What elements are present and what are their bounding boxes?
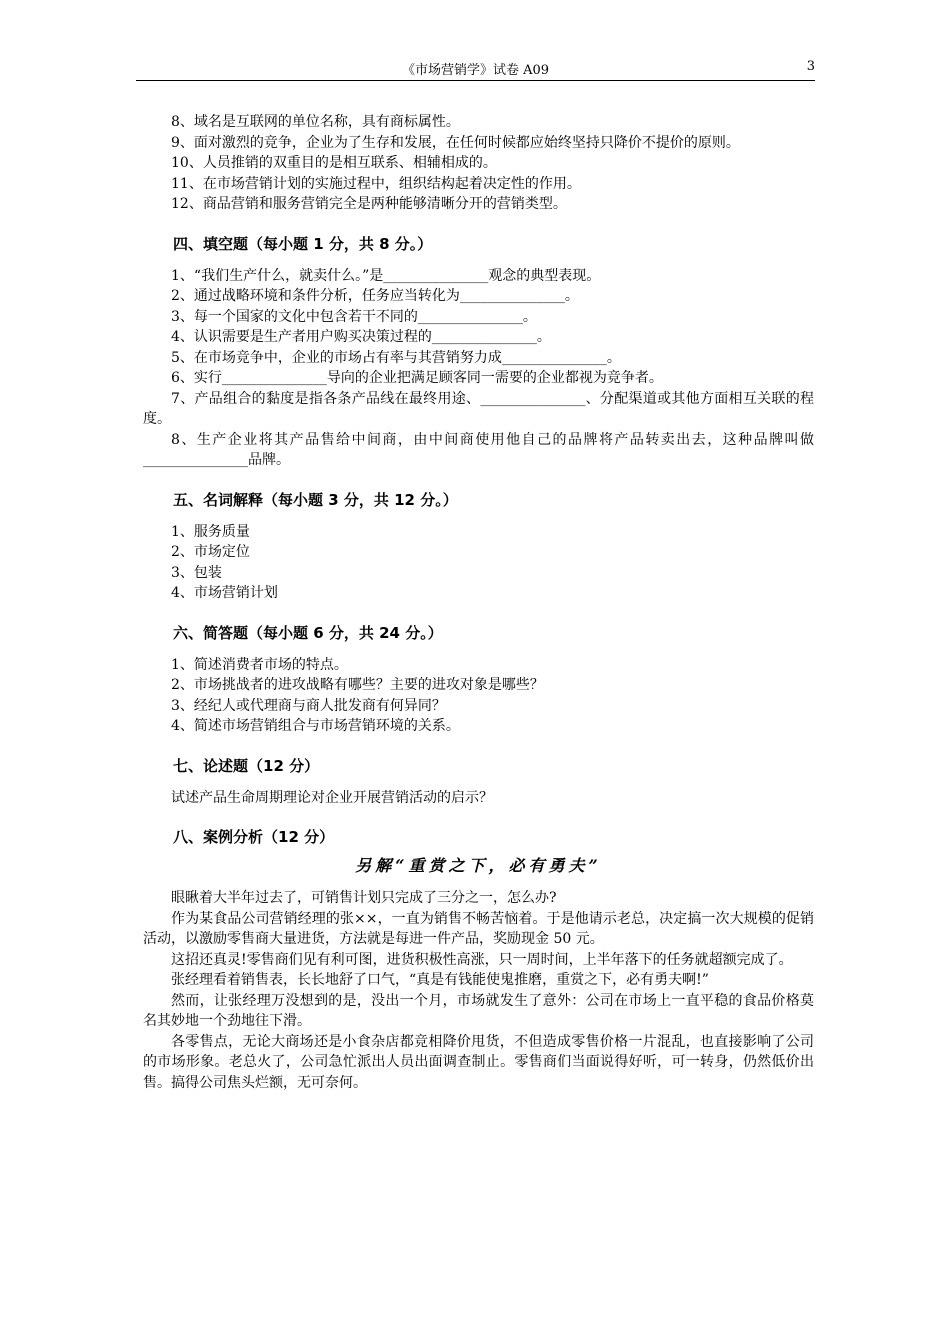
- fill-blank-item: 5、在市场竞争中，企业的市场占有率与其营销努力成_______________。: [171, 349, 621, 366]
- essay-question: 试述产品生命周期理论对企业开展营销活动的启示？: [171, 789, 493, 806]
- case-paragraph: 然而，让张经理万没想到的是，没出一个月，市场就发生了意外：公司在市场上一直平稳的食品价格莫名其妙地一个劲地往下滑。: [143, 992, 814, 1029]
- case-paragraph: 眼瞅着大半年过去了，可销售计划只完成了三分之一，怎么办?: [171, 890, 557, 906]
- case-paragraph: 作为某食品公司营销经理的张××，一直为销售不畅苦恼着。于是他请示老总，决定搞一次大规模的促销活动，以激励零售商大量进货，方法就是每进一件产品，奖励现金 50 元。: [143, 910, 814, 947]
- case-paragraph: 这招还真灵!零售商们见有利可图，进货积极性高涨，只一周时间，上半年落下的任务就超额完成了。: [171, 951, 793, 968]
- fill-blank-item: 1、“我们生产什么，就卖什么。”是_______________观念的典型表现。: [171, 267, 601, 284]
- header-title: 《市场营销学》试卷 A09: [401, 63, 550, 78]
- judgement-section: [143, 112, 814, 215]
- section-title-terms: 五、名词解释（每小题 3 分，共 12 分。）: [173, 490, 458, 509]
- section-title-case: 八、案例分析（12 分）: [173, 828, 335, 846]
- judgement-item: 10、人员推销的双重目的是相互联系、相辅相成的。: [171, 155, 497, 171]
- section-title-essay: 七、论述题（12 分）: [173, 756, 320, 775]
- fill-blank-item: 7、产品组合的黏度是指各条产品线在最终用途、_______________、分配渠道或其他方面相互关联的程度。: [143, 390, 814, 427]
- case-title: 另解“重赏之下，必有勇夫”: [355, 856, 602, 875]
- judgement-item: 12、商品营销和服务营销完全是两种能够清晰分开的营销类型。: [171, 196, 567, 212]
- page-number: 3: [806, 59, 815, 74]
- page-content: [143, 112, 814, 1093]
- term-item: 2、市场定位: [171, 544, 250, 560]
- case-paragraph: 张经理看着销售表，长长地舒了口气，“真是有钱能使鬼推磨，重赏之下，必有勇夫啊!”: [171, 972, 709, 988]
- section-title-short-answer: 六、简答题（每小题 6 分，共 24 分。）: [173, 623, 443, 642]
- short-answer-item: 4、简述市场营销组合与市场营销环境的关系。: [171, 718, 460, 734]
- fill-blank-item: 4、认识需要是生产者用户购买决策过程的_______________。: [171, 329, 551, 345]
- judgement-item: 11、在市场营销计划的实施过程中，组织结构起着决定性的作用。: [171, 175, 581, 192]
- fill-blank-section: [143, 266, 814, 471]
- fill-blank-item: 8、生产企业将其产品售给中间商，由中间商使用他自己的品牌将产品转卖出去，这种品牌叫做_______________品牌。: [143, 431, 814, 468]
- term-item: 1、服务质量: [171, 523, 250, 540]
- short-answer-item: 3、经纪人或代理商与商人批发商有何异同？: [171, 697, 446, 714]
- page-header: [136, 56, 815, 81]
- case-paragraph: 各零售点，无论大商场还是小食杂店都竞相降价甩货，不但造成零售价格一片混乱，也直接影响了公司的市场形象。老总火了，公司急忙派出人员出面调查制止。零售商们当面说得好听，可一转身，仍然低价出售。搞得公司焦头烂额，无可奈何。: [143, 1033, 814, 1091]
- judgement-item: 9、面对激烈的竞争，企业为了生存和发展，在任何时候都应始终坚持只降价不提价的原则。: [171, 134, 740, 151]
- section-title-fill-blank: 四、填空题（每小题 1 分，共 8 分。）: [173, 234, 433, 253]
- fill-blank-item: 2、通过战略环境和条件分析，任务应当转化为_______________。: [171, 288, 579, 304]
- short-answer-item: 2、市场挑战者的进攻战略有哪些？主要的进攻对象是哪些？: [171, 677, 544, 693]
- short-answer-section: [143, 655, 814, 737]
- fill-blank-item: 6、实行_______________导向的企业把满足顾客同一需要的企业都视为竞争者。: [171, 370, 663, 386]
- case-body: [143, 888, 814, 1093]
- judgement-item: 8、域名是互联网的单位名称，具有商标属性。: [171, 114, 460, 130]
- term-item: 4、市场营销计划: [171, 585, 278, 601]
- short-answer-item: 1、简述消费者市场的特点。: [171, 656, 348, 673]
- term-item: 3、包装: [171, 564, 222, 581]
- terms-section: [143, 522, 814, 604]
- fill-blank-item: 3、每一个国家的文化中包含若干不同的_______________。: [171, 308, 537, 325]
